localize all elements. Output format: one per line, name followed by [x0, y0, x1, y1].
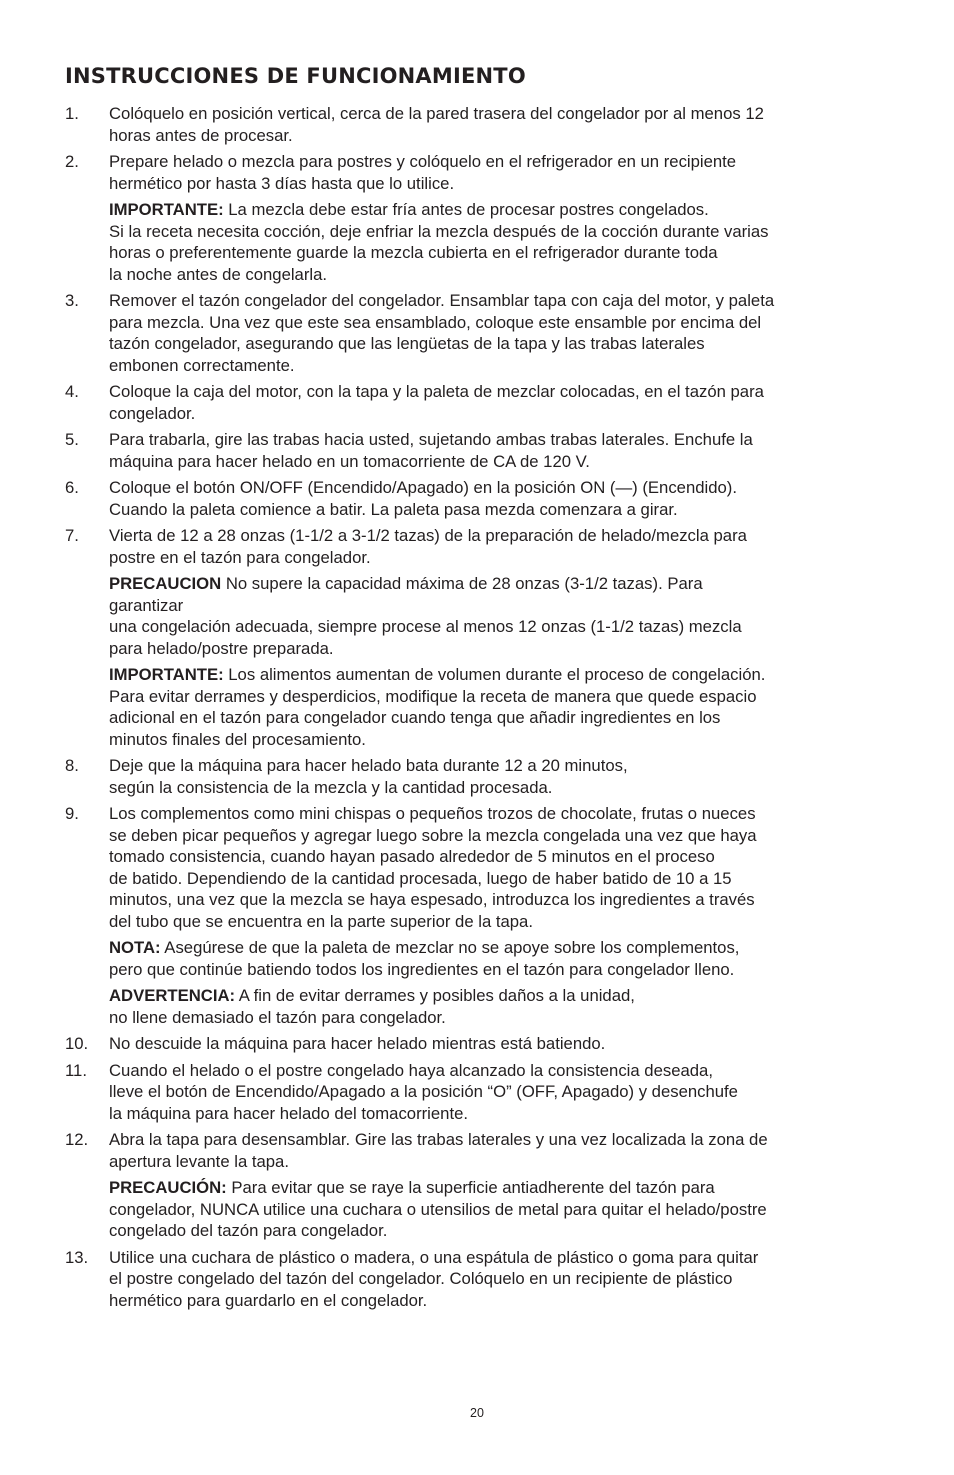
step-note — [109, 199, 895, 285]
step-text: Coloque la caja del motor, con la tapa y la paleta de mezclar colocadas, en el tazón para congelador. — [109, 382, 764, 423]
step-number: 8. — [65, 756, 79, 776]
step-number: 4. — [65, 382, 79, 402]
step-text: Deje que la máquina para hacer helado bata durante 12 a 20 minutos, según la consistencia de la mezcla y la cantidad procesada. — [109, 756, 628, 797]
step-number: 5. — [65, 430, 79, 450]
step-text: Coloque el botón ON/OFF (Encendido/Apagado) en la posición ON (—) (Encendido). Cuando la paleta comience a batir. La paleta pasa mezda comenzara a girar. — [109, 478, 737, 519]
step-number: 12. — [65, 1130, 89, 1150]
instruction-step — [65, 103, 895, 146]
step-text: Vierta de 12 a 28 onzas (1-1/2 a 3-1/2 tazas) de la preparación de helado/mezcla para postre en el tazón para congelador. — [109, 526, 747, 567]
note-label: IMPORTANTE: — [109, 665, 224, 685]
section-heading: INSTRUCCIONES DE FUNCIONAMIENTO — [65, 64, 526, 88]
step-text: Los complementos como mini chispas o pequeños trozos de chocolate, frutas o nueces se deben picar pequeños y agregar luego sobre la mezcla congelada una vez que haya tomado consistencia, cuando hayan pasado alrededor de 5 minutos en el proceso de batido. Dependiendo de la cantidad procesada, luego de haber batido de 10 a 15 minutos, una vez que la mezcla se haya espesado, introduzca los ingredientes a través del tubo que se encuentra en la parte superior de la tapa. — [109, 804, 757, 931]
instruction-step — [65, 525, 895, 750]
note-label: PRECAUCIÓN: — [109, 1178, 227, 1198]
note-text: No supere la capacidad máxima de 28 onzas (3-1/2 tazas). Para garantizar una congelación adecuada, siempre procese al menos 12 onzas (1-1/2 tazas) mezcla para helado/postre preparada. — [109, 574, 742, 658]
instruction-step — [65, 151, 895, 285]
note-label: IMPORTANTE: — [109, 200, 224, 220]
instruction-step — [65, 803, 895, 1028]
instruction-step — [65, 1129, 895, 1242]
step-number: 2. — [65, 152, 79, 172]
page-number: 20 — [470, 1406, 484, 1420]
instruction-step — [65, 1247, 895, 1312]
instruction-step — [65, 1060, 895, 1125]
note-label: PRECAUCION — [109, 574, 222, 594]
instruction-step — [65, 429, 895, 472]
step-text: Cuando el helado o el postre congelado haya alcanzado la consistencia deseada, lleve el botón de Encendido/Apagado a la posición “O” (OFF, Apagado) y desenchufe la máquina para hacer helado del tomacorriente. — [109, 1060, 738, 1123]
step-number: 11. — [65, 1060, 87, 1080]
note-text: Para evitar que se raye la superficie antiadherente del tazón para congelador, NUNCA utilice una cuchara o utensilios de metal para quitar el helado/postre congelado del tazón para congelador. — [109, 1178, 767, 1241]
instruction-step — [65, 290, 895, 376]
document-page — [65, 64, 895, 1316]
step-text: Abra la tapa para desensamblar. Gire las trabas laterales y una vez localizada la zona de apertura levante la tapa. — [109, 1130, 768, 1171]
note-text: Asegúrese de que la paleta de mezclar no se apoye sobre los complementos, pero que continúe batiendo todos los ingredientes en el tazón para congelador lleno. — [109, 938, 740, 979]
instruction-step — [65, 755, 895, 798]
step-text: Prepare helado o mezcla para postres y colóquelo en el refrigerador en un recipiente hermético por hasta 3 días hasta que lo utilice. — [109, 152, 737, 193]
step-note — [109, 573, 895, 659]
note-text: Los alimentos aumentan de volumen durante el proceso de congelación. Para evitar derrames y desperdicios, modifique la receta de manera que quede espacio adicional en el tazón para congelador cuando tenga que añadir ingredientes en los minutos finales del procesamiento. — [109, 665, 766, 749]
step-number: 9. — [65, 804, 79, 824]
step-number: 7. — [65, 526, 79, 546]
step-text: Remover el tazón congelador del congelador. Ensamblar tapa con caja del motor, y paleta para mezcla. Una vez que este sea ensamblado, coloque este ensamble por encima del tazón congelador, asegurando que las lengüetas de la tapa y las trabas laterales embonen correctamente. — [109, 291, 775, 375]
step-text: Colóquelo en posición vertical, cerca de la pared trasera del congelador por al menos 12 horas antes de procesar. — [109, 104, 764, 145]
note-text: La mezcla debe estar fría antes de procesar postres congelados. Si la receta necesita cocción, deje enfriar la mezcla después de la cocción durante varias horas o preferentemente guarde la mezcla cubierta en el refrigerador durante toda la noche antes de congelarla. — [109, 200, 769, 284]
step-text: Para trabarla, gire las trabas hacia usted, sujetando ambas trabas laterales. Enchufe la máquina para hacer helado en un tomacorriente de CA de 120 V. — [109, 430, 753, 471]
note-label: NOTA: — [109, 938, 161, 958]
instruction-step — [65, 381, 895, 424]
step-number: 10. — [65, 1034, 89, 1054]
step-text: No descuide la máquina para hacer helado mientras está batiendo. — [109, 1034, 606, 1054]
note-text: A fin de evitar derrames y posibles daños a la unidad, no llene demasiado el tazón para congelador. — [109, 986, 635, 1027]
note-label: ADVERTENCIA: — [109, 986, 236, 1006]
step-number: 6. — [65, 478, 79, 498]
step-note — [109, 985, 895, 1028]
step-note — [109, 937, 895, 980]
instruction-step — [65, 477, 895, 520]
step-note — [109, 1177, 895, 1242]
step-text: Utilice una cuchara de plástico o madera, o una espátula de plástico o goma para quitar el postre congelado del tazón del congelador. Colóquelo en un recipiente de plástico hermético para guardarlo en el congelador. — [109, 1247, 759, 1310]
step-note — [109, 664, 895, 750]
instruction-list — [65, 103, 895, 1311]
step-number: 1. — [65, 104, 79, 124]
step-number: 3. — [65, 291, 79, 311]
step-number: 13. — [65, 1247, 89, 1267]
instruction-step — [65, 1033, 895, 1055]
